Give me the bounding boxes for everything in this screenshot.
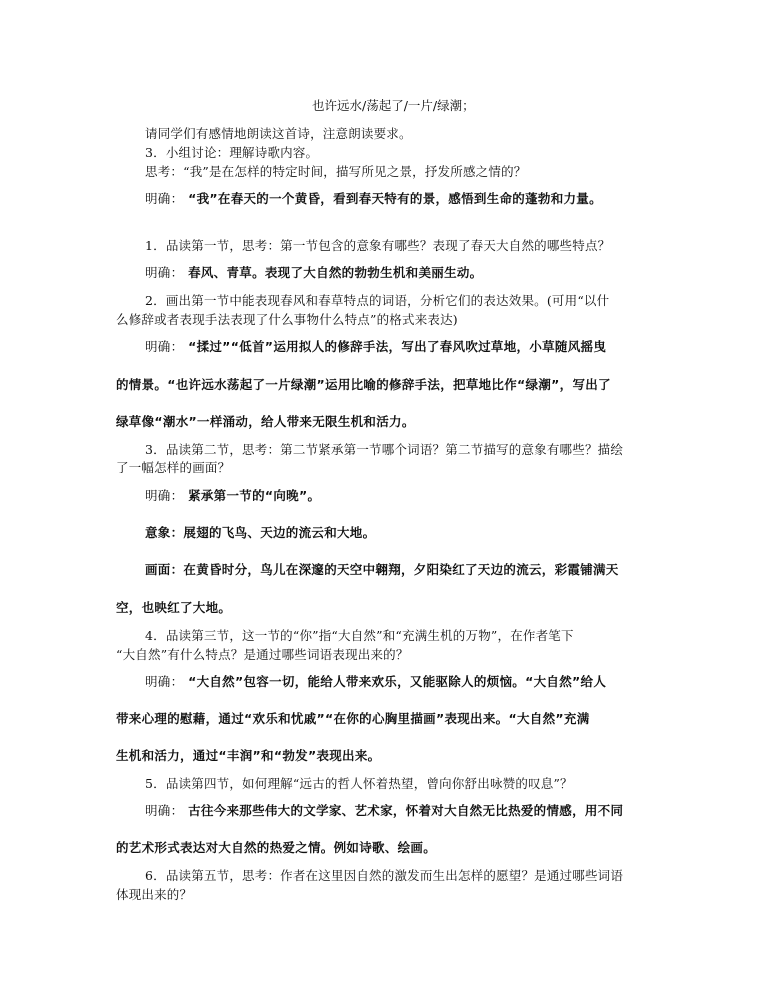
answer-4-line-3: 生机和活力，通过“丰润”和“勃发”表现出来。 [116,748,381,763]
answer-label: 明确： [145,339,184,354]
answer-label: 明确： [145,488,184,503]
question-2-line-2: 么修辞或者表现手法表现了什么事物什么特点”的格式来表达) [116,312,458,327]
question-6-line-2: 体现出来的？ [116,887,193,902]
answer-2-line-3: 绿草像“潮水”一样涌动，给人带来无限生机和活力。 [116,414,415,429]
question-1: 1．品读第一节，思考：第一节包含的意象有哪些？表现了春天大自然的哪些特点？ [145,238,611,253]
answer-2-line-2: 的情景。“也许远水荡起了一片绿潮”运用比喻的修辞手法，把草地比作“绿潮”，写出了 [116,377,611,392]
answer-0 [145,189,602,207]
answer-3-text-1: 紧承第一节的“向晚”。 [188,488,321,503]
answer-label: 明确： [145,803,184,818]
answer-label: 明确： [145,191,184,206]
question-6-line-1: 6．品读第五节，思考：作者在这里因自然的激发而生出怎样的愿望？是通过哪些词语 [145,868,624,883]
answer-1-text: 春风、青草。表现了大自然的勃勃生机和美丽生动。 [188,265,483,280]
question-2-line-1: 2．画出第一节中能表现春风和春草特点的词语，分析它们的表达效果。(可用“以什 [145,293,610,308]
poem-title: 也许远水/荡起了/一片/绿潮； [312,98,475,113]
question-4-line-2: “大自然”有什么特点？是通过哪些词语表现出来的？ [116,647,409,662]
answer-3-line-4: 空，也映红了大地。 [116,600,232,615]
answer-5-line-1 [145,801,623,819]
answer-4-line-2: 带来心理的慰藉，通过“欢乐和忧戚”“在你的心胸里描画”表现出来。“大自然”充满 [116,711,590,726]
answer-0-text: “我”在春天的一个黄昏，看到春天特有的景，感悟到生命的蓬勃和力量。 [188,191,602,206]
answer-5-line-2: 的艺术形式表达对大自然的热爱之情。例如诗歌、绘画。 [116,840,437,855]
answer-1 [145,263,482,281]
intro-line-1: 请同学们有感情地朗读这首诗，注意朗读要求。 [145,126,412,141]
answer-3-line-3: 画面：在黄昏时分，鸟儿在深邃的天空中翱翔，夕阳染红了天边的流云，彩霞铺满天 [145,562,619,577]
question-4-line-1: 4．品读第三节，这一节的“你”指“大自然”和“充满生机的万物”，在作者笔下 [145,628,574,643]
answer-3-line-2: 意象：展翅的飞鸟、天边的流云和大地。 [145,525,376,540]
answer-2-line-1 [145,337,606,355]
question-3-line-2: 了一幅怎样的画面？ [116,460,231,475]
question-5: 5．品读第四节，如何理解“远古的哲人怀着热望，曾向你舒出咏赞的叹息”？ [145,776,573,791]
answer-4-text-1: “大自然”包容一切，能给人带来欢乐，又能驱除人的烦恼。“大自然”给人 [188,674,607,689]
intro-line-2: 3．小组讨论：理解诗歌内容。 [145,145,319,160]
answer-3-line-1 [145,486,320,504]
question-3-line-1: 3．品读第二节，思考：第二节紧承第一节哪个词语？第二节描写的意象有哪些？描绘 [145,442,624,457]
intro-line-3: 思考：“我”是在怎样的特定时间，描写所见之景，抒发所感之情的？ [145,164,527,179]
answer-4-line-1 [145,672,606,690]
answer-label: 明确： [145,674,184,689]
answer-label: 明确： [145,265,184,280]
answer-2-text-1: “揉过”“低首”运用拟人的修辞手法，写出了春风吹过草地，小草随风摇曳 [188,339,607,354]
answer-5-text-1: 古往今来那些伟大的文学家、艺术家，怀着对大自然无比热爱的情感，用不同 [188,803,624,818]
